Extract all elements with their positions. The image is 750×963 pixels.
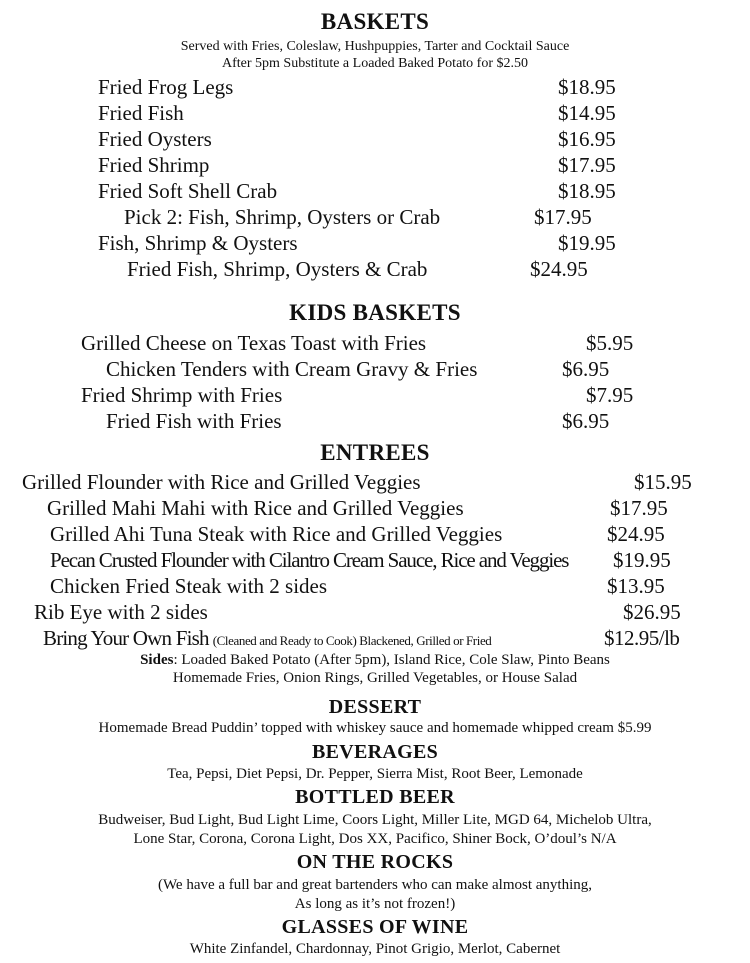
menu-item-name: Fried Oysters — [98, 127, 212, 151]
menu-item-price: $26.95 — [623, 600, 681, 624]
menu-item-name: Chicken Tenders with Cream Gravy & Fries — [106, 357, 478, 381]
menu-item-price: $13.95 — [607, 574, 665, 598]
rocks-line-2: As long as it’s not frozen!) — [294, 896, 456, 912]
sides-list: : Loaded Baked Potato (After 5pm), Island Rice, Cole Slaw, Pinto Beans — [173, 652, 610, 668]
menu-item-price: $17.95 — [610, 496, 668, 520]
menu-item-price: $12.95/lb — [604, 626, 680, 650]
byof-detail: (Cleaned and Ready to Cook) Blackened, Grilled or Fried — [212, 633, 492, 648]
menu-item-price: $17.95 — [558, 153, 616, 177]
menu-item-name: Grilled Ahi Tuna Steak with Rice and Grilled Veggies — [50, 522, 503, 546]
menu-item-name: Fried Fish with Fries — [106, 409, 282, 433]
beverages-heading: BEVERAGES — [311, 741, 439, 763]
menu-item-price: $16.95 — [558, 127, 616, 151]
menu-item-name: Grilled Flounder with Rice and Grilled Veggies — [22, 470, 421, 494]
rocks-line-1: (We have a full bar and great bartenders who can make almost anything, — [157, 877, 593, 893]
sides-line-1 — [0, 652, 750, 669]
menu-item-price: $18.95 — [558, 75, 616, 99]
on-the-rocks-heading: ON THE ROCKS — [296, 851, 454, 873]
sides-label: Sides — [140, 652, 174, 668]
menu-item-name: Fried Shrimp — [98, 153, 210, 177]
menu-item-price: $7.95 — [586, 383, 634, 407]
baskets-heading: BASKETS — [320, 9, 430, 34]
baskets-note-2: After 5pm Substitute a Loaded Baked Potato for $2.50 — [222, 56, 528, 71]
beverages-text: Tea, Pepsi, Diet Pepsi, Dr. Pepper, Sierra Mist, Root Beer, Lemonade — [167, 766, 583, 782]
menu-item-price: $24.95 — [530, 257, 588, 281]
glasses-of-wine-heading: GLASSES OF WINE — [281, 916, 469, 938]
menu-item-name: Fish, Shrimp & Oysters — [98, 231, 298, 255]
menu-item-name: Fried Fish, Shrimp, Oysters & Crab — [127, 257, 428, 281]
dessert-text: Homemade Bread Puddin’ topped with whiskey sauce and homemade whipped cream $5.99 — [98, 720, 652, 736]
menu-item-price: $5.95 — [586, 331, 634, 355]
menu-item-name: Fried Soft Shell Crab — [98, 179, 278, 203]
baskets-note-1: Served with Fries, Coleslaw, Hushpuppies, Tarter and Cocktail Sauce — [180, 39, 570, 54]
menu-item-name: Pecan Crusted Flounder with Cilantro Cream Sauce, Rice and Veggies — [50, 548, 569, 572]
menu-item-name: Chicken Fried Steak with 2 sides — [50, 574, 328, 598]
menu-item-name: Fried Frog Legs — [98, 75, 234, 99]
beer-line-1: Budweiser, Bud Light, Bud Light Lime, Coors Light, Miller Lite, MGD 64, Michelob Ultra, — [98, 812, 652, 828]
entrees-heading: ENTREES — [320, 440, 430, 465]
menu-item-name: Rib Eye with 2 sides — [34, 600, 208, 624]
menu-item-price: $17.95 — [534, 205, 592, 229]
menu-item-price: $15.95 — [634, 470, 692, 494]
menu-item-price: $19.95 — [558, 231, 616, 255]
sides-line-2: Homemade Fries, Onion Rings, Grilled Vegetables, or House Salad — [172, 670, 578, 686]
menu-item-price: $6.95 — [562, 409, 610, 433]
kids-baskets-heading: KIDS BASKETS — [289, 300, 461, 325]
menu-item-name: Grilled Mahi Mahi with Rice and Grilled Veggies — [47, 496, 464, 520]
menu-item-name: Bring Your Own Fish — [43, 626, 209, 650]
menu-item-name: Pick 2: Fish, Shrimp, Oysters or Crab — [124, 205, 441, 229]
menu-item-name: Fried Shrimp with Fries — [81, 383, 283, 407]
menu-item-name: Fried Fish — [98, 101, 184, 125]
menu-item-name: Grilled Cheese on Texas Toast with Fries — [81, 331, 427, 355]
bottled-beer-heading: BOTTLED BEER — [295, 786, 455, 808]
wine-text: White Zinfandel, Chardonnay, Pinot Grigio, Merlot, Cabernet — [189, 941, 561, 957]
byof-row — [43, 626, 491, 651]
menu-item-price: $24.95 — [607, 522, 665, 546]
beer-line-2: Lone Star, Corona, Corona Light, Dos XX, Pacifico, Shiner Bock, O’doul’s N/A — [133, 831, 617, 847]
dessert-heading: DESSERT — [328, 696, 422, 718]
menu-item-price: $18.95 — [558, 179, 616, 203]
menu-item-price: $14.95 — [558, 101, 616, 125]
menu-item-price: $19.95 — [613, 548, 671, 572]
menu-item-price: $6.95 — [562, 357, 610, 381]
